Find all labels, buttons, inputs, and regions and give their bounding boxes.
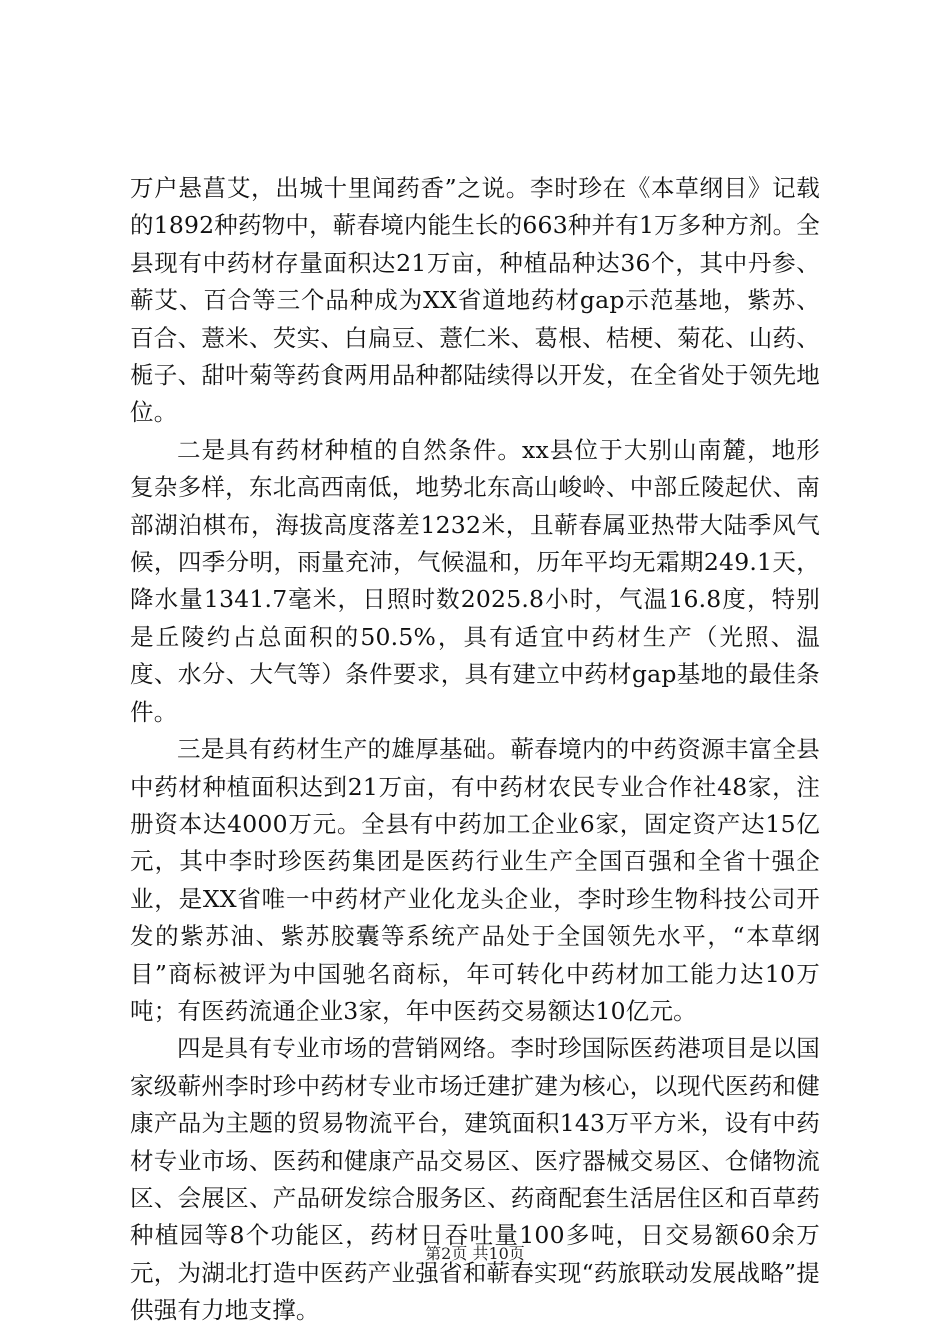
document-body (130, 170, 820, 1330)
paragraph-natural-conditions: 二是具有药材种植的自然条件。xx县位于大别山南麓，地形复杂多样，东北高西南低，地势北东高山峻岭、中部丘陵起伏、南部湖泊棋布，海拔高度落差1232米，且蕲春属亚热带大陆季风气候，四季分明，雨量充沛，气候温和，历年平均无霜期249.1天，降水量1341.7毫米，日照时数2025.8小时，气温16.8度，特别是丘陵约占总面积的50.5%，具有适宜中药材生产（光照、温度、水分、大气等）条件要求，具有建立中药材gap基地的最佳条件。 (130, 435, 820, 726)
paragraph-marketing-network: 四是具有专业市场的营销网络。李时珍国际医药港项目是以国家级蕲州李时珍中药材专业市场迁建扩建为核心，以现代医药和健康产品为主题的贸易物流平台，建筑面积143万平方米，设有中药材专业市场、医药和健康产品交易区、医疗器械交易区、仓储物流区、会展区、产品研发综合服务区、药商配套生活居住区和百草药种植园等8个功能区，药材日吞吐量100多吨，日交易额60余万元，为湖北打造中医药产业强省和蕲春实现“药旅联动发展战略”提供强有力地支撑。 (130, 1034, 820, 1325)
paragraph-production-base: 三是具有药材生产的雄厚基础。蕲春境内的中药资源丰富全县中药材种植面积达到21万亩，有中药材农民专业合作社48家，注册资本达4000万元。全县有中药加工企业6家，固定资产达15亿元，其中李时珍医药集团是医药行业生产全国百强和全省十强企业，是XX省唯一中药材产业化龙头企业，李时珍生物科技公司开发的紫苏油、紫苏胶囊等系统产品处于全国领先水平，“本草纲目”商标被评为中国驰名商标，年可转化中药材加工能力达10万吨；有医药流通企业3家，年中医药交易额达10亿元。 (130, 735, 820, 1025)
paragraph-continuation: 万户悬菖艾，出城十里闻药香”之说。李时珍在《本草纲目》记载的1892种药物中，蕲春境内能生长的663种并有1万多种方剂。全县现有中药材存量面积达21万亩，种植品种达36个，其中丹参、蕲艾、百合等三个品种成为XX省道地药材gap示范基地，紫苏、百合、薏米、芡实、白扁豆、薏仁米、葛根、桔梗、菊花、山药、栀子、甜叶菊等药食两用品种都陆续得以开发，在全省处于领先地位。 (130, 174, 821, 427)
page-number-footer: 第2页 共10页 (425, 1244, 525, 1263)
